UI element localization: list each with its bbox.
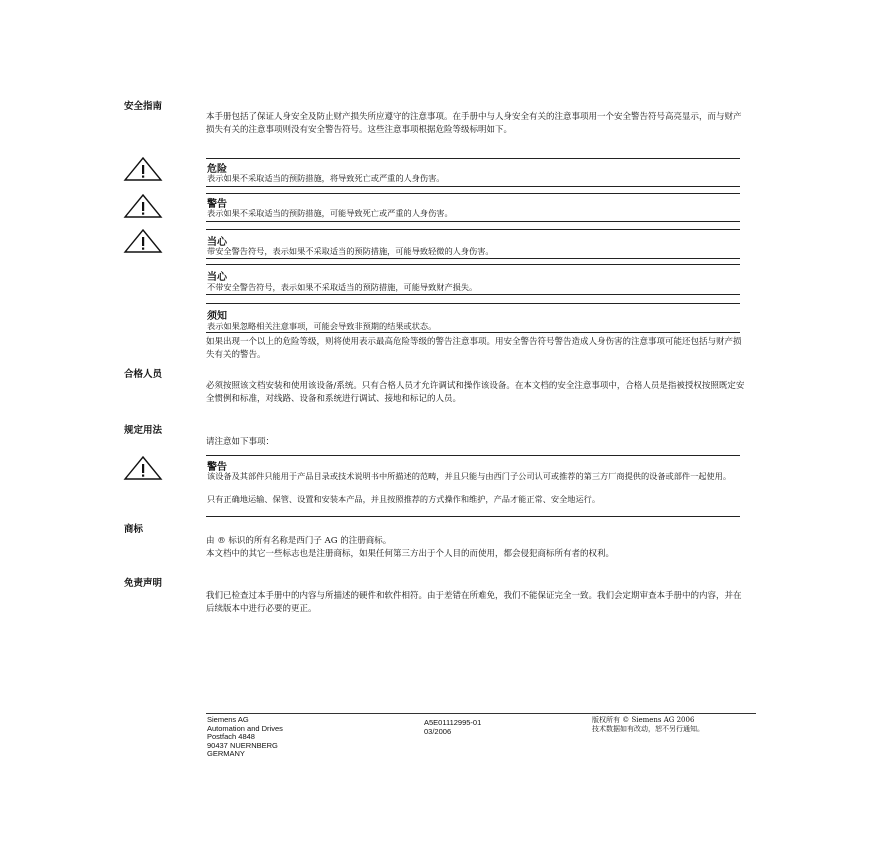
proper-use-warning-text: 该设备及其部件只能用于产品目录或技术说明书中所描述的范畴，并且只能与由西门子公司认可或推荐的第三方厂商提供的设备或部件一起使用。 <box>207 471 732 481</box>
divider <box>206 186 740 187</box>
level-title-notice: 须知 <box>207 311 227 322</box>
divider <box>206 303 740 304</box>
level-desc-caution: 带安全警告符号，表示如果不采取适当的预防措施，可能导致轻微的人身伤害。 <box>207 246 494 256</box>
address-line: Postfach 4848 <box>207 732 255 741</box>
level-title-warning: 警告 <box>207 199 227 210</box>
address-line: Siemens AG <box>207 715 249 724</box>
divider <box>206 158 740 159</box>
level-desc-caution-nosymbol: 不带安全警告符号，表示如果不采取适当的预防措施，可能导致财产损失。 <box>207 282 478 292</box>
proper-use-warning-text-2: 只有正确地运输、保管、设置和安装本产品，并且按照推荐的方式操作和维护，产品才能正常、安全地运行。 <box>207 494 601 504</box>
section-heading-trademarks: 商标 <box>124 524 144 535</box>
qualified-text: 必须按照该文档安装和使用该设备/系统。只有合格人员才允许调试和操作该设备。在本文档的安全注意事项中，合格人员是指被授权按照既定安全惯例和标准，对线路、设备和系统进行调试、接地和标记的人员。 <box>206 381 745 404</box>
disclaimer-text: 我们已检查过本手册中的内容与所描述的硬件和软件相符。由于差错在所难免，我们不能保证完全一致。我们会定期审查本手册中的内容，并在后续版本中进行必要的更正。 <box>206 591 742 614</box>
divider <box>206 258 740 259</box>
footer-divider <box>206 713 756 714</box>
order-number: A5E01112995-01 <box>424 718 482 727</box>
divider <box>206 294 740 295</box>
section-heading-proper-use: 规定用法 <box>124 425 163 436</box>
address-line: GERMANY <box>207 749 245 758</box>
warning-triangle-icon <box>123 193 163 219</box>
document-date: 03/2006 <box>424 726 452 736</box>
change-notice: 技术数据如有改动，恕不另行通知。 <box>592 724 704 733</box>
divider <box>206 229 740 230</box>
section-heading-disclaimer: 免责声明 <box>124 578 163 589</box>
divider <box>206 455 740 456</box>
trademarks-text-1: 由 ® 标识的所有名称是西门子 AG 的注册商标。 <box>206 536 392 546</box>
divider <box>206 264 740 265</box>
section-heading-qualified: 合格人员 <box>124 369 163 380</box>
proper-use-warning-title: 警告 <box>207 462 227 473</box>
level-title-danger: 危险 <box>207 164 227 175</box>
level-desc-danger: 表示如果不采取适当的预防措施，将导致死亡或严重的人身伤害。 <box>207 173 445 183</box>
divider <box>206 516 740 517</box>
divider <box>206 221 740 222</box>
footer-order <box>424 719 481 736</box>
copyright-text: 版权所有 © Siemens AG 2006 <box>592 716 695 724</box>
warning-triangle-icon <box>123 455 163 481</box>
divider <box>206 193 740 194</box>
divider <box>206 332 740 333</box>
level-desc-warning: 表示如果不采取适当的预防措施，可能导致死亡或严重的人身伤害。 <box>207 208 453 218</box>
level-title-caution-nosymbol: 当心 <box>207 272 227 283</box>
warning-triangle-icon <box>123 156 163 182</box>
warning-triangle-icon <box>123 228 163 254</box>
trademarks-text-2: 本文档中的其它一些标志也是注册商标，如果任何第三方出于个人目的而使用，都会侵犯商标所有者的权利。 <box>206 549 615 559</box>
level-desc-notice: 表示如果忽略相关注意事项，可能会导致非预期的结果或状态。 <box>207 321 437 331</box>
level-title-caution: 当心 <box>207 237 227 248</box>
multi-level-note: 如果出现一个以上的危险等级，则将使用表示最高危险等级的警告注意事项。用安全警告符号警告造成人身伤害的注意事项可能还包括与财产损失有关的警告。 <box>206 337 742 360</box>
address-line: Automation and Drives <box>207 723 283 733</box>
address-line: 90437 NUERNBERG <box>207 740 278 750</box>
proper-use-intro: 请注意如下事项： <box>206 437 275 447</box>
footer-copyright <box>592 716 742 733</box>
footer-address <box>207 716 283 759</box>
section-heading-safety: 安全指南 <box>124 101 163 112</box>
safety-intro: 本手册包括了保证人身安全及防止财产损失所应遵守的注意事项。在手册中与人身安全有关的注意事项用一个安全警告符号高亮显示，而与财产损失有关的注意事项则没有安全警告符号。这些注意事项根据危险等级标明如下。 <box>206 112 742 135</box>
